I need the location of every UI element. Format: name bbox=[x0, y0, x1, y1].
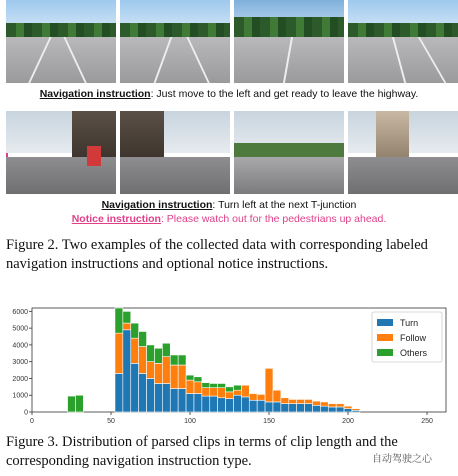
bar-follow bbox=[312, 401, 320, 405]
frame-image bbox=[120, 111, 230, 194]
bar-turn bbox=[226, 399, 234, 412]
bar-follow bbox=[194, 382, 202, 394]
bar-turn bbox=[320, 406, 328, 412]
legend-swatch bbox=[377, 334, 393, 341]
bar-follow bbox=[297, 399, 305, 403]
frame-image bbox=[348, 0, 458, 83]
bar-turn bbox=[265, 402, 273, 412]
figure3-caption: Figure 3. Distribution of parsed clips in terms of clip length and the corresponding navigation instruction type. bbox=[6, 434, 398, 469]
bar-turn bbox=[186, 394, 194, 412]
frame-image-highlighted bbox=[6, 111, 116, 194]
legend-label: Turn bbox=[400, 318, 419, 328]
watermark: 自动驾驶之心 bbox=[370, 450, 434, 465]
bar-follow bbox=[233, 390, 241, 395]
bar-turn bbox=[147, 378, 155, 412]
bar-turn bbox=[178, 389, 186, 412]
bar-follow bbox=[328, 404, 336, 407]
bar-turn bbox=[241, 397, 249, 412]
y-tick-label: 4000 bbox=[12, 342, 28, 350]
bar-others bbox=[139, 331, 147, 346]
legend-label: Follow bbox=[400, 333, 427, 343]
y-tick-label: 3000 bbox=[12, 359, 28, 367]
bar-turn bbox=[115, 373, 123, 412]
bar-follow bbox=[178, 365, 186, 388]
bar-others bbox=[68, 396, 76, 412]
bar-turn bbox=[273, 402, 281, 412]
bar-others bbox=[202, 383, 210, 388]
bar-follow bbox=[305, 399, 313, 403]
bar-turn bbox=[233, 395, 241, 412]
y-tick-label: 2000 bbox=[12, 375, 28, 383]
bar-turn bbox=[154, 383, 162, 412]
bar-follow bbox=[162, 357, 170, 384]
bar-others bbox=[226, 387, 234, 392]
bar-others bbox=[210, 383, 218, 387]
bar-follow bbox=[320, 402, 328, 406]
bar-follow bbox=[249, 394, 257, 401]
bar-follow bbox=[218, 388, 226, 398]
bar-others bbox=[123, 311, 131, 323]
y-tick-label: 0 bbox=[24, 409, 28, 417]
legend-swatch bbox=[377, 319, 393, 326]
x-tick-label: 200 bbox=[342, 418, 354, 425]
frame-image bbox=[120, 0, 230, 83]
bar-others bbox=[162, 343, 170, 356]
x-tick-label: 100 bbox=[184, 418, 196, 425]
bar-others bbox=[170, 355, 178, 365]
bar-follow bbox=[352, 409, 360, 411]
legend-label: Others bbox=[400, 348, 428, 358]
y-tick-label: 6000 bbox=[12, 308, 28, 316]
bar-others bbox=[194, 377, 202, 382]
x-tick-label: 250 bbox=[421, 418, 433, 425]
bar-turn bbox=[344, 409, 352, 412]
bar-turn bbox=[249, 400, 257, 412]
bar-follow bbox=[123, 323, 131, 330]
example2-navigation-instruction bbox=[0, 199, 458, 211]
frame-image bbox=[234, 111, 344, 194]
legend-swatch bbox=[377, 349, 393, 356]
bar-others bbox=[186, 375, 194, 380]
bar-turn bbox=[170, 389, 178, 412]
bar-follow bbox=[210, 388, 218, 396]
bar-follow bbox=[186, 380, 194, 393]
frame-image bbox=[348, 111, 458, 194]
example1-image-strip bbox=[6, 0, 458, 83]
bar-follow bbox=[289, 399, 297, 403]
bar-turn bbox=[218, 398, 226, 412]
x-tick-label: 150 bbox=[263, 418, 275, 425]
bar-turn bbox=[123, 330, 131, 412]
bar-turn bbox=[336, 407, 344, 412]
bar-follow bbox=[115, 333, 123, 373]
example2-notice-instruction bbox=[0, 213, 458, 225]
example1-navigation-instruction bbox=[0, 88, 458, 100]
bar-follow bbox=[257, 394, 265, 400]
bar-turn bbox=[312, 405, 320, 412]
bar-turn bbox=[281, 404, 289, 412]
bar-follow bbox=[241, 385, 249, 397]
bar-others bbox=[75, 395, 83, 412]
y-tick-label: 1000 bbox=[12, 392, 28, 400]
bar-follow bbox=[344, 406, 352, 409]
bar-others bbox=[233, 385, 241, 390]
bar-turn bbox=[202, 396, 210, 412]
bar-others bbox=[218, 383, 226, 387]
y-tick-label: 5000 bbox=[12, 325, 28, 333]
navigation-instruction-text: : Just move to the left and get ready to leave the highway. bbox=[150, 88, 419, 100]
bar-turn bbox=[305, 404, 313, 412]
bar-turn bbox=[297, 404, 305, 412]
bar-follow bbox=[202, 388, 210, 396]
navigation-instruction-label: Navigation instruction bbox=[39, 88, 151, 100]
bar-follow bbox=[154, 363, 162, 383]
example2-image-strip bbox=[6, 111, 458, 194]
bar-turn bbox=[328, 407, 336, 412]
bar-turn bbox=[139, 373, 147, 412]
navigation-instruction-text: : Turn left at the next T-junction bbox=[212, 199, 357, 211]
notice-instruction-label: Notice instruction bbox=[71, 213, 161, 225]
bar-others bbox=[147, 345, 155, 362]
bar-follow bbox=[281, 398, 289, 404]
bar-follow bbox=[273, 390, 281, 402]
bar-follow bbox=[139, 347, 147, 374]
bar-others bbox=[154, 348, 162, 363]
clip-length-histogram bbox=[0, 302, 458, 428]
bar-turn bbox=[210, 396, 218, 412]
notice-instruction-text: : Please watch out for the pedestrians up ahead. bbox=[160, 213, 387, 225]
bar-follow bbox=[226, 392, 234, 399]
bar-follow bbox=[170, 365, 178, 388]
bar-others bbox=[178, 355, 186, 365]
bar-turn bbox=[162, 383, 170, 412]
bar-follow bbox=[147, 362, 155, 379]
bar-turn bbox=[194, 394, 202, 412]
frame-image bbox=[6, 0, 116, 83]
bar-follow bbox=[131, 338, 139, 363]
bar-turn bbox=[257, 400, 265, 412]
frame-image bbox=[234, 0, 344, 83]
x-tick-label: 50 bbox=[107, 418, 115, 425]
bar-follow bbox=[336, 404, 344, 407]
bar-others bbox=[131, 323, 139, 338]
bar-turn bbox=[131, 363, 139, 412]
bar-others bbox=[115, 308, 123, 333]
figure2-caption: Figure 2. Two examples of the collected data with corresponding labeled navigation instructions and optional notice instructions. bbox=[6, 237, 428, 272]
x-tick-label: 0 bbox=[30, 418, 34, 425]
bar-turn bbox=[289, 404, 297, 412]
bar-follow bbox=[265, 368, 273, 402]
navigation-instruction-label: Navigation instruction bbox=[101, 199, 213, 211]
